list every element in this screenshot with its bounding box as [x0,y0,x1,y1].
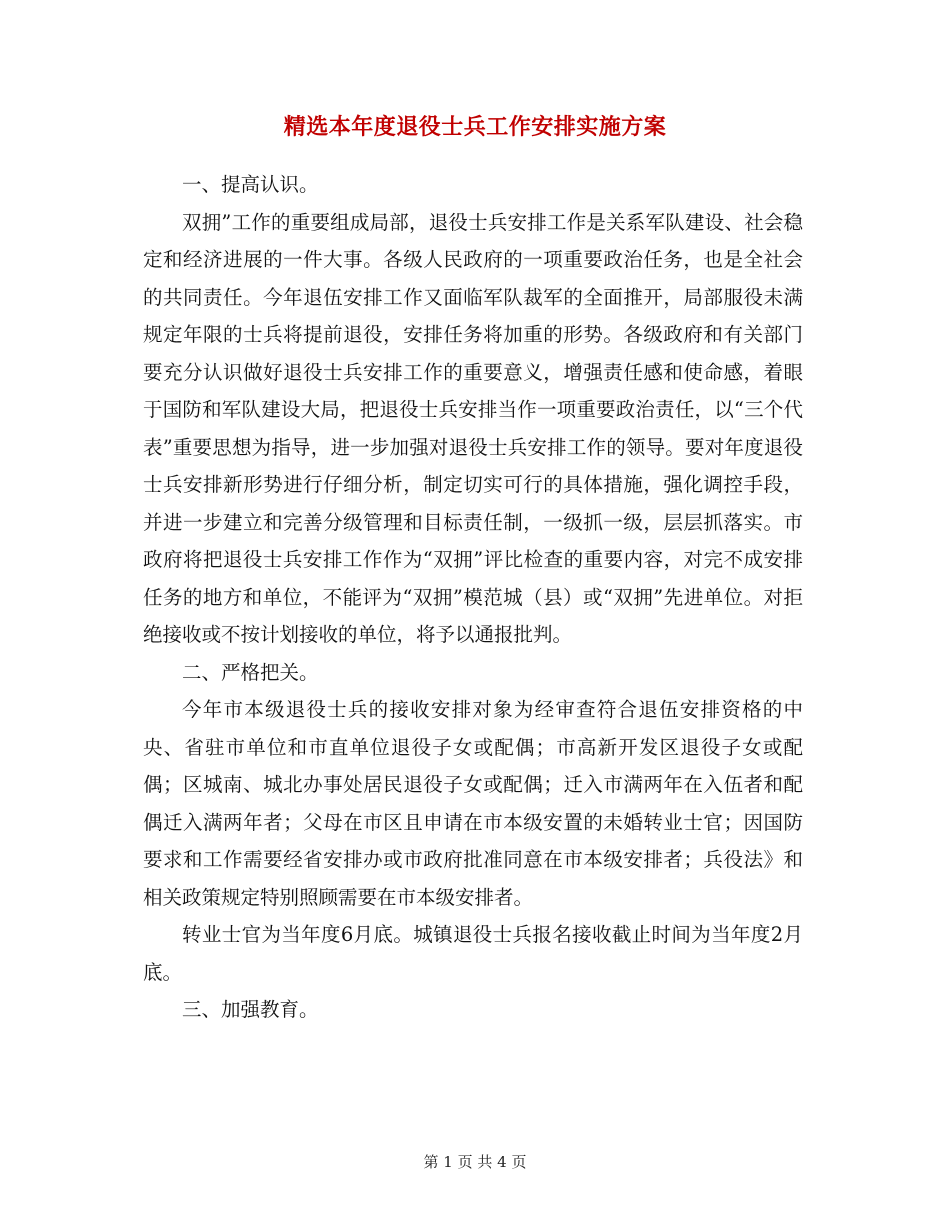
section-heading-1: 一、提高认识。 [182,173,319,196]
body-paragraph-3: 转业士官为当年度6月底。城镇退役士兵报名接收截止时间为当年度2月底。 [143,923,803,984]
body-paragraph-2: 今年市本级退役士兵的接收安排对象为经审查符合退伍安排资格的中央、省驻市单位和市直单位退役子女或配偶；市高新开发区退役子女或配偶；区城南、城北办事处居民退役子女或配偶；迁入市满两年在入伍者和配偶迁入满两年者；父母在市区且申请在市本级安置的未婚转业士官；因国防要求和工作需要经省安排办或市政府批准同意在市本级安排者；兵役法》和相关政策规定特别照顾需要在市本级安排者。 [143,698,803,909]
page-number: 第 1 页 共 4 页 [423,1153,527,1171]
section-heading-2: 二、严格把关。 [182,660,319,684]
body-paragraph-1: 双拥”工作的重要组成局部，退役士兵安排工作是关系军队建设、社会稳定和经济进展的一件大事。各级人民政府的一项重要政治任务，也是全社会的共同责任。今年退伍安排工作又面临军队裁军的全面推开，局部服役未满规定年限的士兵将提前退役，安排任务将加重的形势。各级政府和有关部门要充分认识做好退役士兵安排工作的重要意义，增强责任感和使命感，着眼于国防和军队建设大局，把退役士兵安排当作一项重要政治责任，以“三个代表”重要思想为指导，进一步加强对退役士兵安排工作的领导。要对年度退役士兵安排新形势进行仔细分析，制定切实可行的具体措施，强化调控手段，并进一步建立和完善分级管理和目标责任制，一级抓一级，层层抓落实。市政府将把退役士兵安排工作作为“双拥”评比检查的重要内容，对完不成安排任务的地方和单位，不能评为“双拥”模范城（县）或“双拥”先进单位。对拒绝接收或不按计划接收的单位，将予以通报批判。 [143,210,803,646]
document-body [143,166,803,1029]
section-heading-3: 三、加强教育。 [182,998,319,1021]
document-title: 精选本年度退役士兵工作安排实施方案 [283,114,667,140]
